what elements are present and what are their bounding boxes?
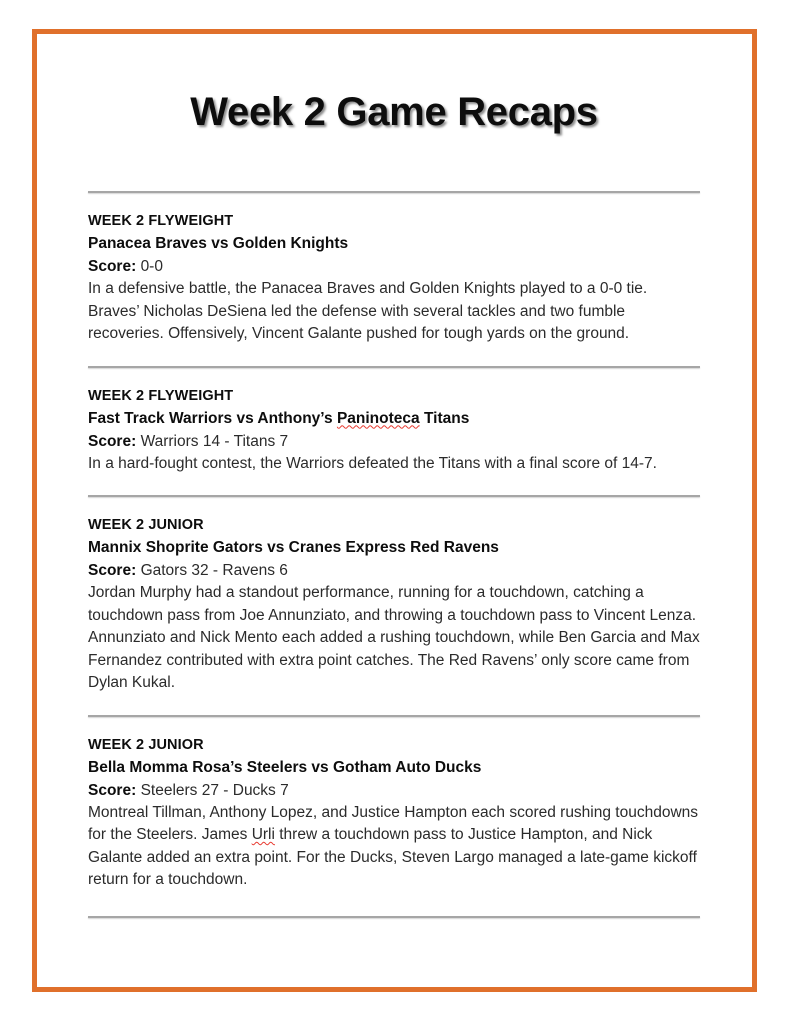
recap-score-label: Score:: [88, 781, 137, 799]
recap-score-line: [88, 430, 700, 453]
recap-body: [88, 802, 700, 892]
recap-score-value: 0-0: [140, 258, 163, 275]
divider-bottom: [88, 916, 700, 918]
recap-matchup: [88, 407, 700, 430]
recap-matchup: Panacea Braves vs Golden Knights: [88, 235, 349, 252]
recap-category: WEEK 2 JUNIOR: [88, 517, 204, 533]
recap-matchup-part: Fast Track Warriors vs Anthony’s: [88, 409, 337, 427]
recap-category: WEEK 2 JUNIOR: [88, 736, 204, 753]
recap-score-line: [88, 779, 700, 802]
recap-body-part: threw a touchdown pass to Justice Hampton, and Nick Galante added an extra point. For the Ducks, Steven Largo managed a late-game kickoff return for a touchdown.: [88, 826, 697, 888]
recap-matchup: Bella Momma Rosa’s Steelers vs Gotham Auto Ducks: [88, 758, 482, 776]
recap-body-part: Montreal Tillman, Anthony Lopez, and Justice Hampton each scored rushing touchdowns for the Steelers. James: [88, 803, 699, 843]
recap-category: WEEK 2 FLYWEIGHT: [88, 387, 234, 404]
spellcheck-flagged-word: Paninoteca: [336, 409, 420, 427]
recap-score-label: Score:: [88, 562, 137, 579]
page-title: Week 2 Game Recaps: [190, 90, 598, 134]
recap-section: [88, 497, 700, 695]
recap-matchup-part: Titans: [419, 409, 470, 427]
recap-body: Jordan Murphy had a standout performance, running for a touchdown, catching a touchdown pass from Joe Annunziato, and throwing a touchdown pass to Vincent Lenza. Annunziato and Nick Mento each added a rushing touchdown, while Ben Garcia and Max Fernandez contributed with extra point catches. The Red Ravens’ only score came from Dylan Kukal.: [88, 584, 700, 691]
document-content: [88, 0, 700, 918]
recap-category: WEEK 2 FLYWEIGHT: [88, 213, 234, 229]
recap-body: In a defensive battle, the Panacea Braves and Golden Knights played to a 0-0 tie. Braves’ Nicholas DeSiena led the defense with several tackles and two fumble recoveries. Offensively, Vincent Galante pushed for tough yards on the ground.: [88, 280, 648, 342]
recap-score-label: Score:: [88, 258, 137, 275]
recap-body: In a hard-fought contest, the Warriors defeated the Titans with a final score of 14-7.: [88, 454, 657, 472]
recap-section: [88, 368, 700, 476]
spellcheck-flagged-word: Urli: [251, 826, 275, 843]
recap-score-line: [88, 559, 700, 582]
recap-matchup: Mannix Shoprite Gators vs Cranes Express Red Ravens: [88, 539, 499, 556]
recap-score-line: [88, 255, 700, 278]
recap-score-value: Warriors 14 - Titans 7: [140, 432, 289, 450]
recap-section: [88, 717, 700, 892]
recap-section: [88, 193, 700, 346]
recap-score-value: Steelers 27 - Ducks 7: [140, 781, 289, 799]
recap-score-value: Gators 32 - Ravens 6: [140, 562, 288, 579]
recap-score-label: Score:: [88, 432, 137, 450]
